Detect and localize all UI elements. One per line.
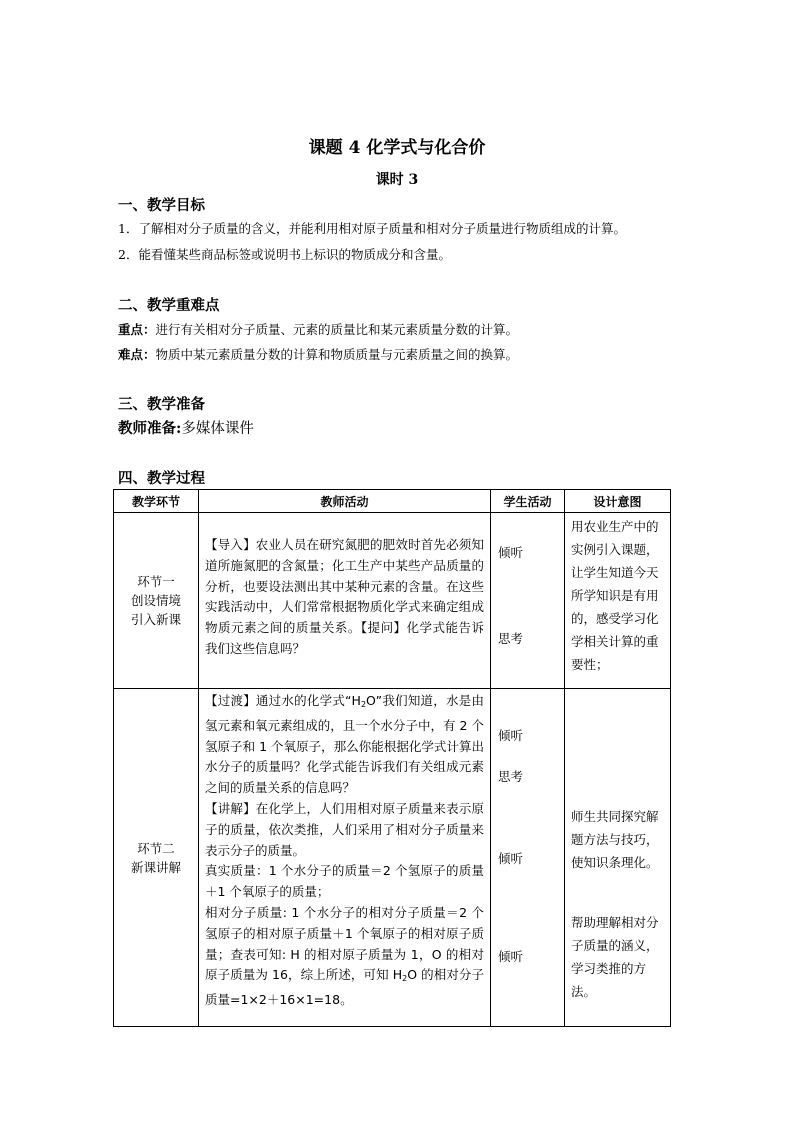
key-label: 重点： (118, 322, 156, 337)
teacher-text: 【导入】农业人员在研究氮肥的肥效时首先必须知道所施氮肥的含氮量；化工生产中某些产品质量的分析，也要设法测出其中某种元素的含量。在这些实践活动中，人们常常根据物质化学式来确定组成物质元素之间的质量关系。【提问】化学式能告诉我们这些信息吗？ (205, 537, 484, 656)
student-action: 倾听 (498, 545, 524, 560)
process-table (113, 489, 671, 1027)
table-row (114, 513, 671, 689)
section-heading-process: 四、教学过程 (118, 470, 205, 487)
key-point (118, 320, 518, 338)
preparation-label: 教师准备: (118, 420, 182, 437)
student-action: 倾听 (498, 851, 524, 866)
preparation-line (118, 417, 254, 438)
student-action: 倾听 (498, 728, 524, 743)
section-heading-keypoints: 二、教学重难点 (118, 297, 220, 314)
key-text: 进行有关相对分子质量、元素的质量比和某元素质量分数的计算。 (155, 322, 519, 337)
page-title: 课题 4 化学式与化合价 (308, 138, 486, 158)
column-header: 学生活动 (491, 490, 565, 513)
teacher-text: O”我们知道，水是由氢元素和氧元素组成的，且一个水分子中，有 2 个氢原子和 1 个氧原子，那么你能根据化学式计算出水分子的质量吗？化学式能告诉我们有关组成元素之间的质量关系的信息吗？ (205, 693, 484, 796)
stage-cell (114, 513, 199, 689)
difficult-point (118, 345, 518, 363)
student-activity-cell (491, 513, 565, 689)
objective-item: 2．能看懂某些商品标签或说明书上标识的物质成分和含量。 (118, 247, 451, 262)
column-header: 教学环节 (114, 490, 199, 513)
teacher-paragraph: 真实质量：1 个水分子的质量＝2 个氢原子的质量＋1 个氧原子的质量； (205, 863, 484, 900)
stage-line: 环节一 (137, 574, 175, 589)
teacher-paragraph (205, 691, 484, 799)
intent-text: 用农业生产中的实例引入课题，让学生知道今天所学知识是有用的，感受学习化学相关计算的重要性； (571, 519, 659, 672)
objective-item: 1．了解相对分子质量的含义，并能利用相对原子质量和相对分子质量进行物质组成的计算。 (118, 221, 626, 236)
subscript: 2 (402, 974, 408, 984)
subscript: 2 (360, 700, 367, 709)
student-action: 思考 (498, 631, 524, 646)
table-header-row (114, 490, 671, 513)
column-header: 教师活动 (199, 490, 491, 513)
design-intent-cell (565, 689, 671, 1027)
column-header: 设计意图 (565, 490, 671, 513)
student-action: 倾听 (498, 949, 524, 964)
stage-line: 环节二 (137, 840, 175, 856)
teacher-text: 【过渡】通过水的化学式“H (205, 693, 361, 708)
teacher-activity-cell (199, 689, 491, 1027)
stage-line: 引入新课 (130, 612, 181, 627)
intent-text: 帮助理解相对分子质量的涵义，学习类推的方法。 (571, 915, 659, 999)
preparation-text: 多媒体课件 (181, 421, 254, 437)
section-heading-objectives: 一、教学目标 (118, 197, 205, 214)
student-activity-cell (491, 689, 565, 1027)
stage-cell (114, 689, 199, 1027)
difficult-text: 物质中某元素质量分数的计算和物质质量与元素质量之间的换算。 (155, 347, 519, 362)
stage-line: 新课讲解 (130, 859, 181, 875)
teacher-paragraph: 【讲解】在化学上，人们用相对原子质量来表示原子的质量，依次类推，人们采用了相对分子质量来表示分子的质量。 (205, 800, 484, 858)
difficult-label: 难点： (118, 347, 156, 362)
teacher-activity-cell (199, 513, 491, 689)
page-subtitle: 课时 3 (375, 172, 419, 188)
student-action: 思考 (498, 769, 524, 784)
teacher-text: 相对分子质量: 1 个水分子的相对分子质量＝2 个氢原子的相对原子质量＋1 个氧原子的相对原子质量；查表可知: H 的相对原子质量为 1，O 的相对原子质量为 16，综上所述，可知 H (205, 904, 484, 983)
table-row (114, 689, 671, 1027)
section-heading-preparation: 三、教学准备 (118, 396, 205, 413)
teacher-paragraph (205, 903, 484, 1011)
stage-line: 创设情境 (130, 593, 181, 608)
intent-text: 师生共同探究解题方法与技巧，使知识条理化。 (571, 809, 659, 870)
teacher-text: O 的相对分子质量=1×2＋16×1=18。 (205, 967, 484, 1008)
design-intent-cell (565, 513, 671, 689)
